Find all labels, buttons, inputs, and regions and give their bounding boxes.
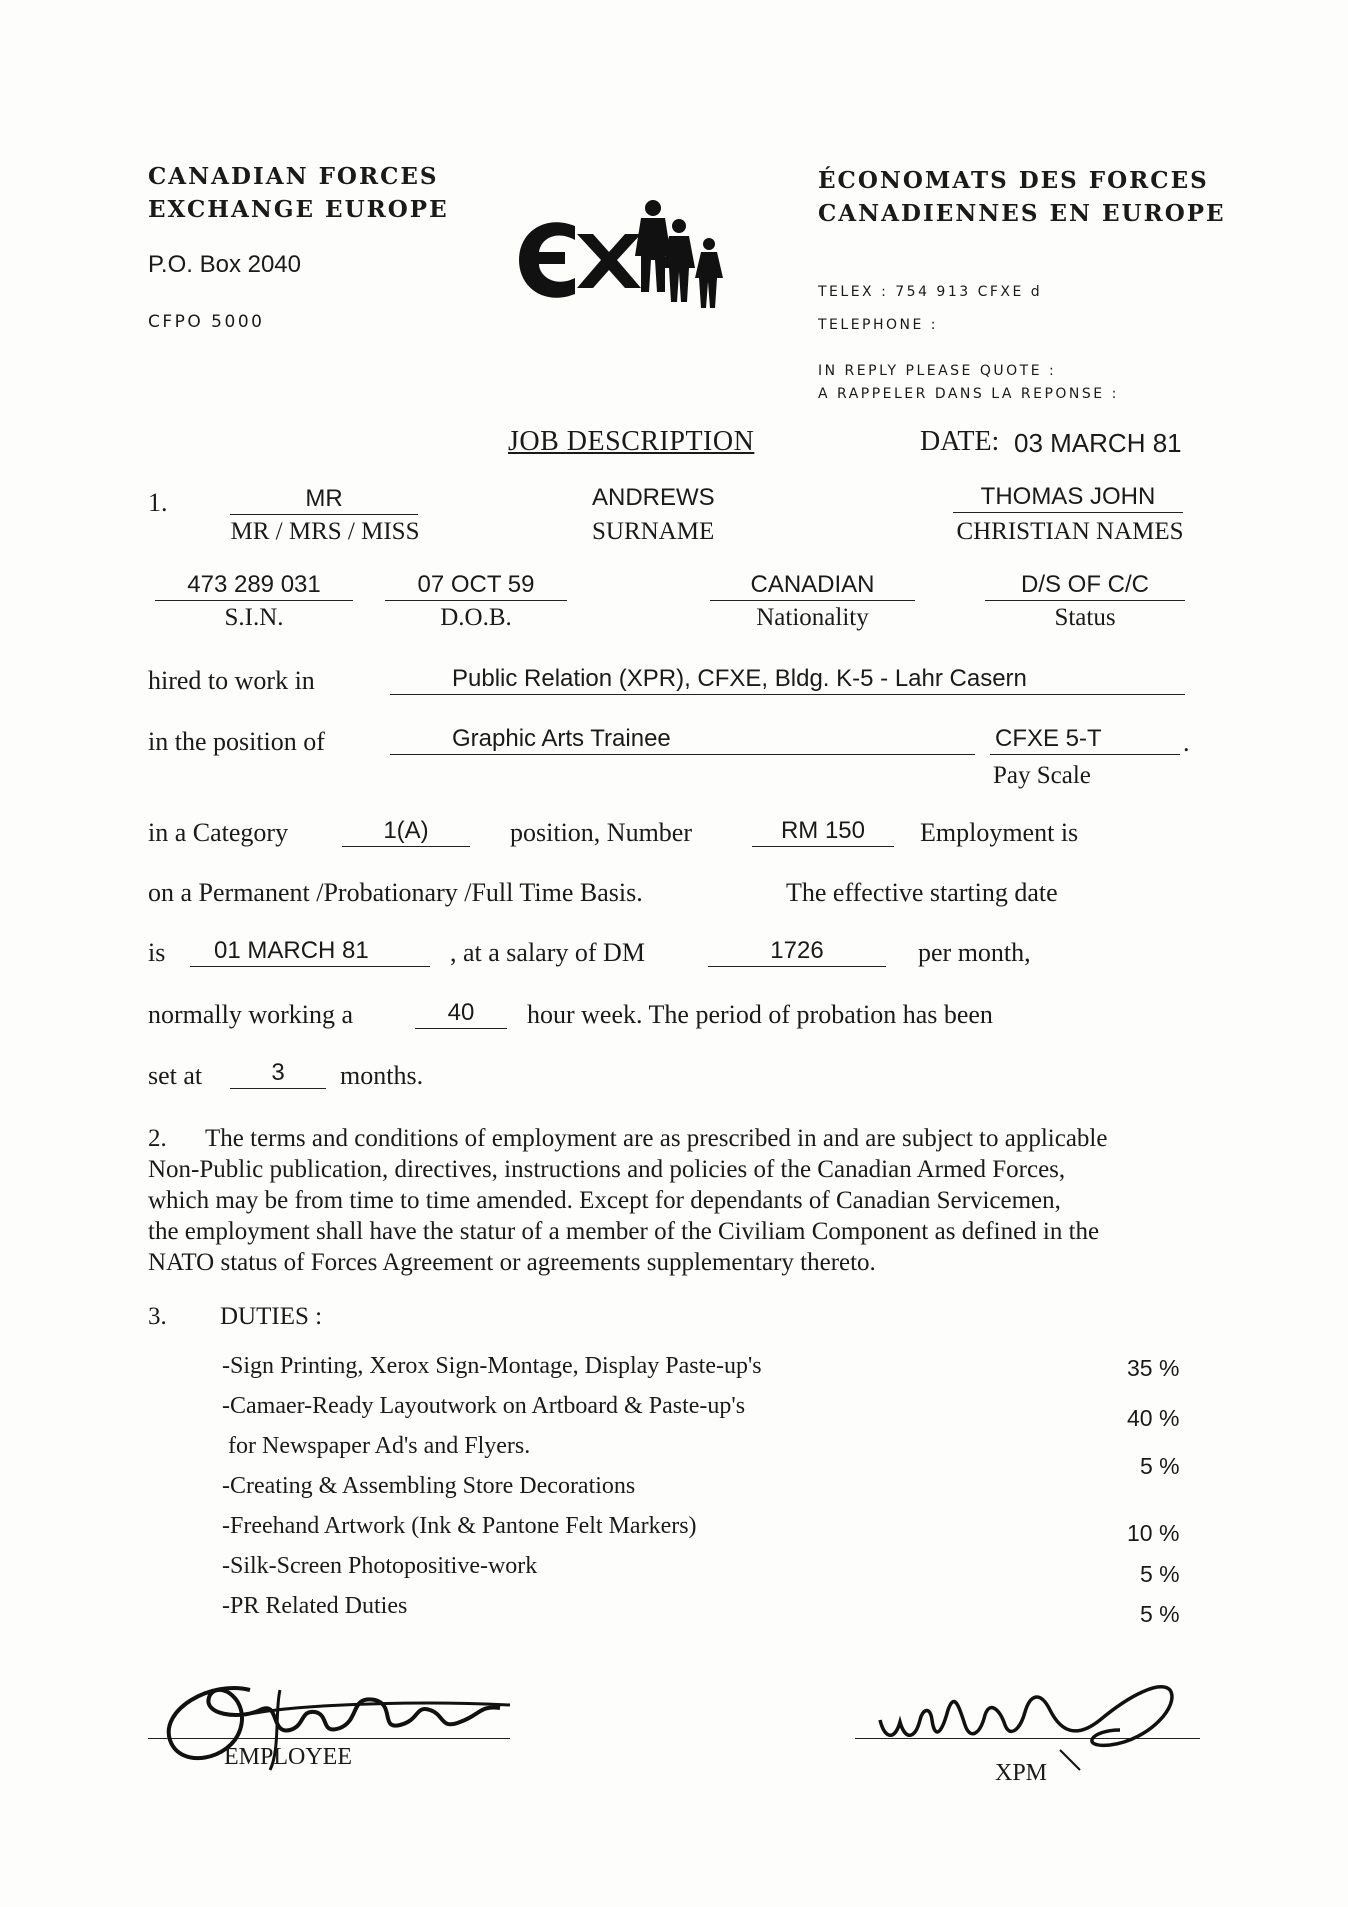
dob-field: 07 OCT 59 [385, 570, 567, 601]
terms-line-4: the employment shall have the statur of a member of the Civiliam Component as defined in the [148, 1218, 1100, 1245]
terms-line-5: NATO status of Forces Agreement or agreements supplementary thereto. [148, 1249, 876, 1276]
telex: TELEX : 754 913 CFXE d [818, 284, 1043, 300]
duty-item: -Freehand Artwork (Ink & Pantone Felt Markers) [222, 1513, 697, 1539]
salary-label: , at a salary of DM [450, 938, 645, 967]
cfxe-logo [515, 196, 730, 321]
set-at-label: set at [148, 1061, 203, 1090]
hired-field [390, 664, 1185, 695]
xpm-caption: XPM [995, 1760, 1048, 1786]
salary-field: 1726 [708, 936, 886, 967]
org-name-en-line1: CANADIAN FORCES [148, 163, 439, 190]
org-name-fr-line1: ÉCONOMATS DES FORCES [818, 167, 1209, 194]
number-label: position, Number [510, 818, 692, 847]
sin-field: 473 289 031 [155, 570, 353, 601]
duty-percentage: 10 % [1127, 1520, 1180, 1546]
nationality-field: CANADIAN [710, 570, 915, 601]
hired-label: hired to work in [148, 666, 315, 695]
surname-caption: SURNAME [592, 518, 715, 545]
pay-scale-caption: Pay Scale [993, 762, 1091, 789]
normally-working-label: normally working a [148, 1000, 354, 1029]
po-box: P.O. Box 2040 [148, 251, 301, 278]
employment-label: Employment is [920, 818, 1079, 847]
duty-item: -Creating & Assembling Store Decorations [222, 1473, 636, 1499]
position-number-field: RM 150 [752, 816, 894, 847]
section-3-number: 3. [148, 1303, 167, 1330]
period: . [1183, 728, 1190, 757]
sin-caption: S.I.N. [224, 604, 284, 631]
category-field: 1(A) [342, 816, 470, 847]
terms-line-1: The terms and conditions of employment are as prescribed in and are subject to applicable [205, 1125, 1108, 1152]
date-label: DATE: [920, 426, 1000, 457]
section-2-number: 2. [148, 1125, 167, 1152]
is-label: is [148, 938, 166, 967]
cfpo: CFPO 5000 [148, 312, 265, 332]
effective-date-label: The effective starting date [786, 878, 1058, 907]
duty-item: -Silk-Screen Photopositive-work [222, 1553, 538, 1579]
christian-names-caption: CHRISTIAN NAMES [956, 518, 1184, 545]
duty-percentage: 5 % [1140, 1453, 1180, 1479]
hours-field: 40 [415, 998, 507, 1029]
status-caption: Status [1054, 604, 1116, 631]
category-label: in a Category [148, 818, 289, 847]
employee-caption: EMPLOYEE [224, 1744, 352, 1770]
per-month-label: per month, [918, 938, 1031, 967]
reply-quote-en: IN REPLY PLEASE QUOTE : [818, 363, 1057, 379]
start-date-field [190, 936, 430, 967]
christian-names-field: THOMAS JOHN [953, 482, 1183, 513]
months-label: months. [340, 1061, 424, 1090]
duty-item: -Sign Printing, Xerox Sign-Montage, Display Paste-up's [222, 1353, 762, 1379]
telephone: TELEPHONE : [818, 317, 939, 333]
position-field [390, 724, 975, 755]
duties-heading: DUTIES : [220, 1303, 323, 1330]
position-value: Graphic Arts Trainee [452, 725, 671, 752]
hired-value: Public Relation (XPR), CFXE, Bldg. K-5 - Lahr Casern [452, 665, 1027, 692]
terms-line-2: Non-Public publication, directives, instructions and policies of the Canadian Armed Forces, [148, 1156, 1066, 1183]
status-field: D/S OF C/C [985, 570, 1185, 601]
dob-caption: D.O.B. [440, 604, 512, 631]
org-name-en-line2: EXCHANGE EUROPE [148, 196, 449, 223]
basis-line: on a Permanent /Probationary /Full Time Basis. [148, 878, 643, 907]
hour-week-label: hour week. The period of probation has been [527, 1000, 993, 1029]
duty-item: -PR Related Duties [222, 1593, 408, 1619]
position-label: in the position of [148, 727, 325, 756]
org-name-fr-line2: CANADIENNES EN EUROPE [818, 200, 1226, 227]
duty-item: -Camaer-Ready Layoutwork on Artboard & Paste-up's [222, 1393, 746, 1419]
surname-field: ANDREWS [592, 484, 715, 511]
months-field: 3 [230, 1058, 326, 1089]
title-caption: MR / MRS / MISS [230, 518, 420, 545]
document-title: JOB DESCRIPTION [508, 426, 755, 457]
duty-item: for Newspaper Ad's and Flyers. [222, 1433, 531, 1459]
pay-scale-field [990, 724, 1180, 755]
title-field: MR [230, 484, 418, 515]
start-date-value: 01 MARCH 81 [214, 937, 369, 964]
nationality-caption: Nationality [756, 604, 869, 631]
date-value: 03 MARCH 81 [1014, 428, 1182, 458]
duty-percentage: 40 % [1127, 1405, 1180, 1431]
duty-percentage: 5 % [1140, 1601, 1180, 1627]
section-1-number: 1. [148, 488, 168, 517]
pay-scale-value: CFXE 5-T [995, 725, 1102, 752]
duty-percentage: 5 % [1140, 1561, 1180, 1587]
terms-line-3: which may be from time to time amended. Except for dependants of Canadian Servicemen, [148, 1187, 1061, 1214]
reply-quote-fr: A RAPPELER DANS LA REPONSE : [818, 386, 1119, 402]
duty-percentage: 35 % [1127, 1355, 1180, 1381]
